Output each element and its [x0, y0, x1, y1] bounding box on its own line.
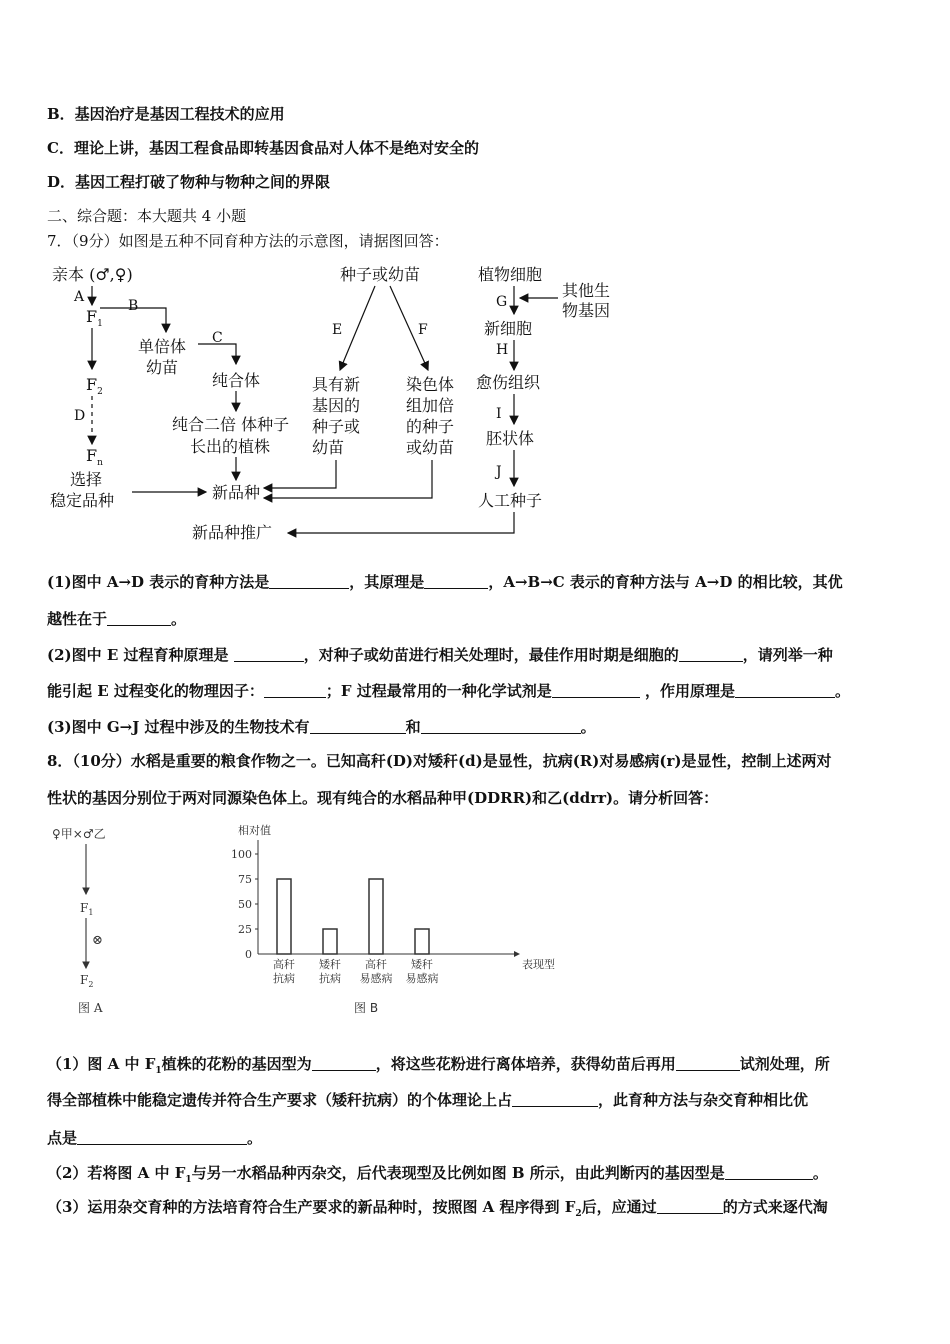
blank-8[interactable]: [735, 682, 835, 698]
node-chrom-4: 或幼苗: [406, 438, 455, 457]
bar: [323, 929, 337, 954]
label-h: H: [496, 342, 509, 358]
x-tick-label: 易感病: [405, 972, 439, 985]
label-g: G: [496, 294, 508, 310]
fig-a-f2: $F_2$: [80, 973, 94, 989]
breeding-diagram: [40, 258, 640, 550]
option-c: C．理论上讲，基因工程食品即转基因食品对人体不是绝对安全的: [47, 139, 479, 157]
node-gene-2: 基因的: [312, 396, 361, 415]
node-embryo: 胚状体: [486, 429, 535, 448]
figure-a: [48, 820, 158, 1020]
node-chrom-1: 染色体: [406, 375, 455, 394]
node-new-cell: 新细胞: [484, 319, 533, 338]
blank-2[interactable]: [424, 573, 488, 589]
node-f1: $F_1$: [86, 307, 103, 329]
node-fn: $F_n$: [86, 446, 103, 468]
y-tick-label: 25: [238, 923, 252, 936]
label-e: E: [332, 322, 343, 338]
blank-10[interactable]: [421, 718, 581, 734]
figure-b-chart: [222, 822, 555, 1022]
node-plant-cell: 植物细胞: [478, 265, 543, 284]
blank-5[interactable]: [679, 646, 743, 662]
node-chrom-3: 的种子: [406, 417, 455, 436]
x-tick-label: 高秆: [273, 958, 295, 971]
blank-4[interactable]: [234, 646, 304, 662]
blank-12[interactable]: [676, 1055, 740, 1071]
x-axis-label: 表现型: [522, 958, 555, 971]
node-gene-3: 种子或: [312, 417, 361, 436]
bar: [415, 929, 429, 954]
option-b: B．基因治疗是基因工程技术的应用: [47, 105, 285, 123]
y-tick-label: 100: [231, 848, 252, 861]
node-chrom-2: 组加倍: [406, 396, 455, 415]
q7-part2-line2: 能引起 E 过程变化的物理因子： ；F 过程最常用的一种化学试剂是 ，作用原理是 。: [47, 682, 851, 700]
node-seed-top: 种子或幼苗: [340, 265, 421, 284]
q7-part3: (3)图中 G→J 过程中涉及的生物技术有 和 。: [47, 718, 596, 736]
node-haploid-1: 单倍体: [138, 337, 187, 356]
x-tick-label: 高秆: [365, 958, 387, 971]
q8-part1-line1: （1）图 A 中 $F_1$植株的花粉的基因型为 ，将这些花粉进行离体培养，获得幼苗后再用 试剂处理，所: [47, 1055, 830, 1076]
q8-stem-2: 性状的基因分别位于两对同源染色体上。现有纯合的水稻品种甲(DDRR)和乙(ddrr)。请分析回答：: [47, 789, 719, 807]
blank-7[interactable]: [552, 682, 640, 698]
node-pure: 纯合体: [212, 371, 261, 390]
q8-stem-1: 8．（10分）水稻是重要的粮食作物之一。已知高秆(D)对矮秆(d)是显性，抗病(R)对易感病(r)是显性，控制上述两对: [47, 752, 832, 770]
section-title: 二、综合题：本大题共 4 小题: [47, 207, 247, 225]
fig-a-self-symbol: ⊗: [92, 933, 103, 948]
node-haploid-2: 幼苗: [146, 358, 179, 377]
bar: [369, 879, 383, 954]
label-b: B: [128, 298, 139, 314]
y-tick-label: 50: [238, 898, 252, 911]
q8-part1-line2: 得全部植株中能稳定遗传并符合生产要求（矮秆抗病）的个体理论上占 ，此育种方法与杂交育种相比优: [47, 1091, 809, 1109]
x-tick-label: 矮秆: [411, 958, 433, 971]
y-axis-label: 相对值: [238, 824, 271, 837]
x-tick-label: 抗病: [319, 972, 341, 985]
fig-b-caption: 图 B: [354, 1001, 379, 1015]
node-promote: 新品种推广: [192, 523, 273, 542]
label-a: A: [74, 289, 85, 305]
q8-part1-line3: 点是 。: [47, 1129, 263, 1147]
node-select-2: 稳定品种: [50, 491, 115, 510]
blank-1[interactable]: [269, 573, 349, 589]
x-tick-label: 易感病: [359, 972, 393, 985]
node-diploid-1: 纯合二倍 体种子: [172, 415, 290, 434]
fig-a-cross: ♀甲×♂乙: [52, 827, 106, 841]
x-tick-label: 抗病: [273, 972, 295, 985]
y-tick-label: 0: [245, 948, 252, 961]
q7-stem: 7．（9分）如图是五种不同育种方法的示意图，请据图回答：: [47, 232, 449, 250]
label-f: F: [418, 322, 428, 338]
q8-part2: （2）若将图 A 中 $F_1$与另一水稻品种丙杂交，后代表现型及比例如图 B 所示，由此判断丙的基因型是 。: [47, 1164, 828, 1185]
bar: [277, 879, 291, 954]
blank-13[interactable]: [512, 1091, 598, 1107]
node-select-1: 选择: [70, 470, 103, 489]
node-artificial-seed: 人工种子: [478, 491, 543, 510]
node-new-variety: 新品种: [212, 483, 261, 502]
q7-part1-line1: (1)图中 A→D 表示的育种方法是 ，其原理是 ，A→B→C 表示的育种方法与 A→D 的相比较，其优: [47, 573, 843, 591]
blank-15[interactable]: [725, 1164, 813, 1180]
label-c: C: [212, 330, 223, 346]
label-i: I: [496, 406, 502, 422]
q7-part2-line1: (2)图中 E 过程育种原理是 ，对种子或幼苗进行相关处理时，最佳作用时期是细胞的 ，请列举一种: [47, 646, 833, 664]
blank-6[interactable]: [264, 682, 326, 698]
node-callus: 愈伤组织: [476, 373, 541, 392]
blank-9[interactable]: [310, 718, 406, 734]
node-parent: 亲本 (♂,♀): [52, 265, 133, 284]
fig-a-f1: $F_1$: [80, 901, 94, 917]
node-diploid-2: 长出的植株: [190, 437, 271, 456]
q8-part3: （3）运用杂交育种的方法培育符合生产要求的新品种时，按照图 A 程序得到 $F_2$后，应通过 的方式来逐代淘: [47, 1198, 828, 1219]
label-j: J: [496, 464, 502, 480]
y-tick-label: 75: [238, 873, 252, 886]
blank-16[interactable]: [657, 1198, 723, 1214]
blank-11[interactable]: [312, 1055, 376, 1071]
label-d: D: [74, 408, 86, 424]
option-d: D．基因工程打破了物种与物种之间的界限: [47, 173, 331, 191]
x-tick-label: 矮秆: [319, 958, 341, 971]
node-gene-1: 具有新: [312, 375, 361, 394]
node-other-2: 物基因: [562, 301, 611, 320]
blank-3[interactable]: [107, 610, 171, 626]
q7-part1-line2: 越性在于 。: [47, 610, 187, 628]
node-f2: $F_2$: [86, 375, 103, 397]
blank-14[interactable]: [77, 1129, 247, 1145]
node-gene-4: 幼苗: [312, 438, 345, 457]
x-axis-arrow: [514, 951, 520, 957]
fig-a-caption: 图 A: [78, 1001, 103, 1015]
node-other-1: 其他生: [562, 281, 611, 300]
